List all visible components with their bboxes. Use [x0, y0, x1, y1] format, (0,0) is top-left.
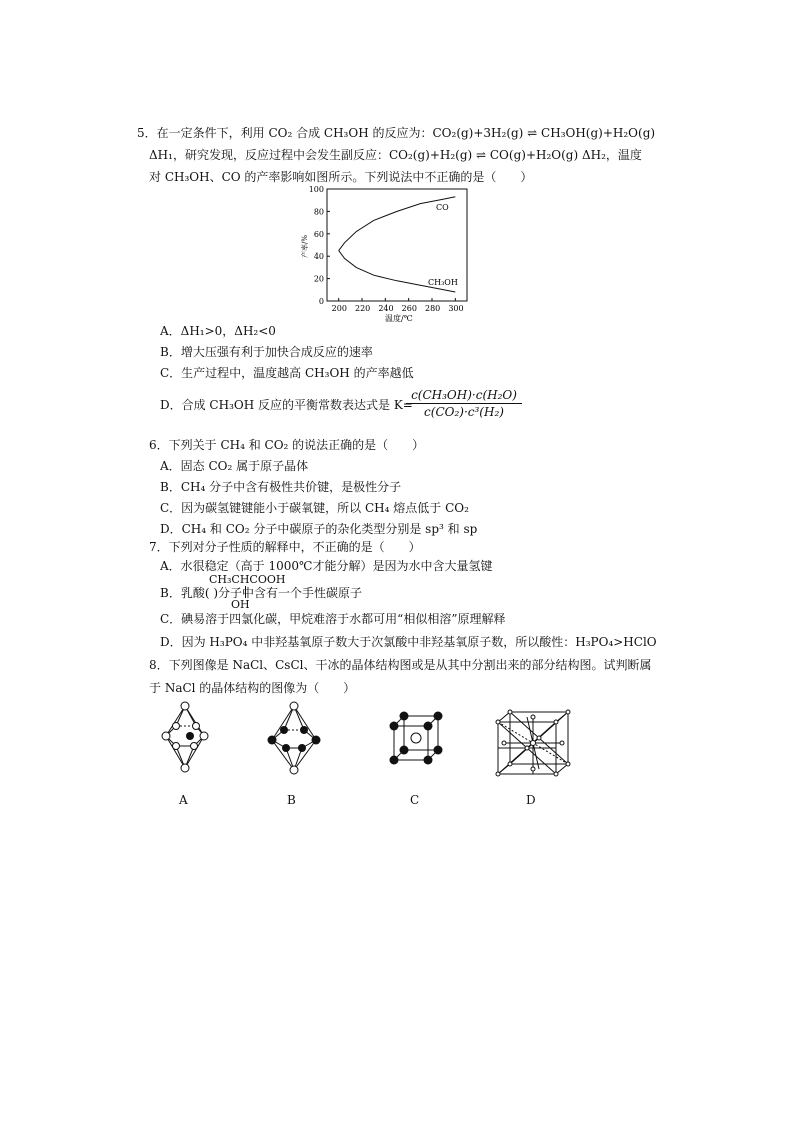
ch3oh-legend-label: CH₃OH: [428, 278, 458, 287]
crystal-label-c: C: [410, 793, 420, 807]
q5-option-c: C．生产过程中，温度越高 CH₃OH 的产率越低: [160, 366, 414, 380]
crystal-structure-d: [494, 708, 574, 778]
y-tick-label: 0: [318, 297, 324, 306]
crystal-structure-c: [386, 708, 446, 768]
k-numerator: c(CH₃OH)·c(H₂O): [406, 388, 522, 404]
q7-option-c: C．碘易溶于四氯化碳，甲烷难溶于水都可用“相似相溶”原理解释: [160, 612, 506, 626]
q7-option-a: A．水很稳定（高于 1000℃才能分解）是因为水中含大量氢键: [160, 559, 493, 573]
crystal-structure-a: [160, 700, 210, 775]
y-tick-label: 60: [313, 229, 324, 239]
lactic-acid-oh: OH: [231, 598, 250, 611]
q6-option-b: B．CH₄ 分子中含有极性共价键，是极性分子: [160, 480, 402, 494]
y-tick-label: 100: [308, 186, 324, 194]
crystal-label-b: B: [287, 793, 296, 807]
x-tick-label: 280: [425, 304, 441, 313]
q7-option-b: B．乳酸( )分子中含有一个手性碳原子: [160, 586, 362, 600]
q6-stem: 6．下列关于 CH₄ 和 CO₂ 的说法正确的是（ ）: [149, 438, 425, 452]
equilibrium-constant-fraction: [406, 388, 522, 419]
y-tick-label: 40: [313, 252, 324, 262]
x-tick-label: 300: [448, 304, 464, 313]
x-tick-label: 260: [401, 304, 417, 313]
q5-line1: 5．在一定条件下，利用 CO₂ 合成 CH₃OH 的反应为：CO₂(g)+3H₂(g) ⇌ CH₃OH(g)+H₂O(g): [137, 126, 656, 140]
y-tick-label: 20: [313, 274, 324, 284]
q5-line3: 对 CH₃OH、CO 的产率影响如图所示。下列说法中不正确的是（ ）: [149, 170, 533, 184]
crystal-label-d: D: [526, 793, 536, 807]
y-axis-label: 产率/%: [301, 234, 309, 258]
q6-option-d: D．CH₄ 和 CO₂ 分子中碳原子的杂化类型分别是 sp³ 和 sp: [160, 522, 478, 536]
q6-option-a: A．固态 CO₂ 属于原子晶体: [160, 459, 309, 473]
crystal-label-a: A: [179, 793, 188, 807]
q8-line1: 8．下列图像是 NaCl、CsCl、干冰的晶体结构图或是从其中分割出来的部分结构图。试判断属: [149, 658, 652, 672]
q5-option-d: D．合成 CH₃OH 反应的平衡常数表达式是 K=: [160, 398, 413, 412]
q5-option-a: A．ΔH₁>0，ΔH₂<0: [160, 324, 276, 338]
k-denominator: c(CO₂)·c³(H₂): [424, 405, 504, 419]
q5-line2: ΔH₁，研究发现，反应过程中会发生副反应：CO₂(g)+H₂(g) ⇌ CO(g)+H₂O(g) ΔH₂，温度: [149, 148, 642, 162]
x-tick-label: 200: [331, 304, 347, 313]
co-legend-label: CO: [436, 203, 449, 212]
q6-option-c: C．因为碳氢键键能小于碳氧键，所以 CH₄ 熔点低于 CO₂: [160, 501, 469, 515]
y-tick-label: 80: [313, 207, 324, 217]
x-axis-label: 温度/℃: [385, 314, 413, 323]
q8-line2: 于 NaCl 的晶体结构的图像为（ ）: [149, 681, 356, 695]
x-tick-label: 240: [378, 304, 394, 313]
x-tick-label: 220: [355, 304, 371, 313]
lactic-acid-chain: CH₃CHCOOH: [209, 573, 286, 586]
yield-chart: [300, 186, 470, 324]
q7-stem: 7．下列对分子性质的解释中，不正确的是（ ）: [149, 540, 421, 554]
q7-option-d: D．因为 H₃PO₄ 中非羟基氧原子数大于次氯酸中非羟基氧原子数，所以酸性：H₃PO₄>HClO: [160, 635, 657, 649]
crystal-structure-b: [266, 700, 322, 775]
q5-option-b: B．增大压强有利于加快合成反应的速率: [160, 345, 373, 359]
